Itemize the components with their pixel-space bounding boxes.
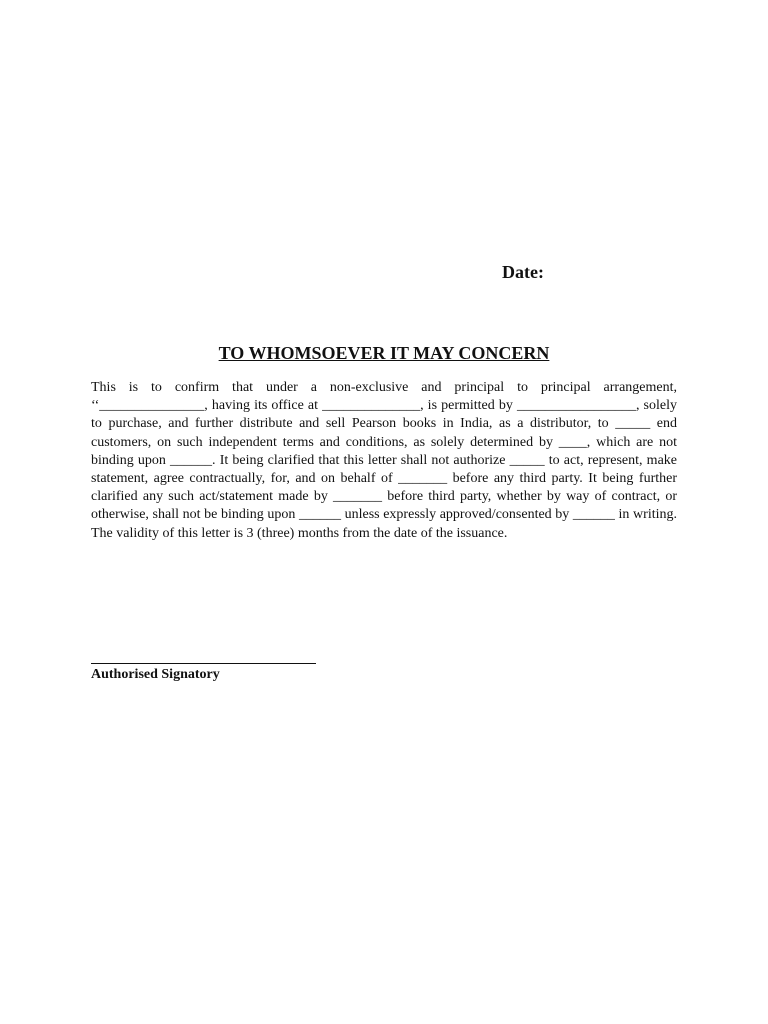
letter-heading: TO WHOMSOEVER IT MAY CONCERN [218, 343, 550, 363]
letter-body: This is to confirm that under a non-exclusive and principal to principal arrangement, ‘‘_______________, having its office at ______________, is permitted by _________________, solely to purchase, and further distribute and sell Pearson books in India, as a distributor, to _____ end customers, on such independent terms and conditions, as solely determined by ____, which are not binding upon ______. It being clarified that this letter shall not authorize _____ to act, represent, make statement, agree contractually, for, and on behalf of _______ before any third party. It being further clarified any such act/statement made by _______ before third party, whether by way of contract, or otherwise, shall not be binding upon ______ unless expressly approved/consented by ______ in writing. The validity of this letter is 3 (three) months from the date of the issuance. [91, 380, 677, 541]
signatory-label: Authorised Signatory [91, 667, 220, 682]
date-label: Date: [502, 262, 544, 282]
signature-line [91, 663, 316, 664]
